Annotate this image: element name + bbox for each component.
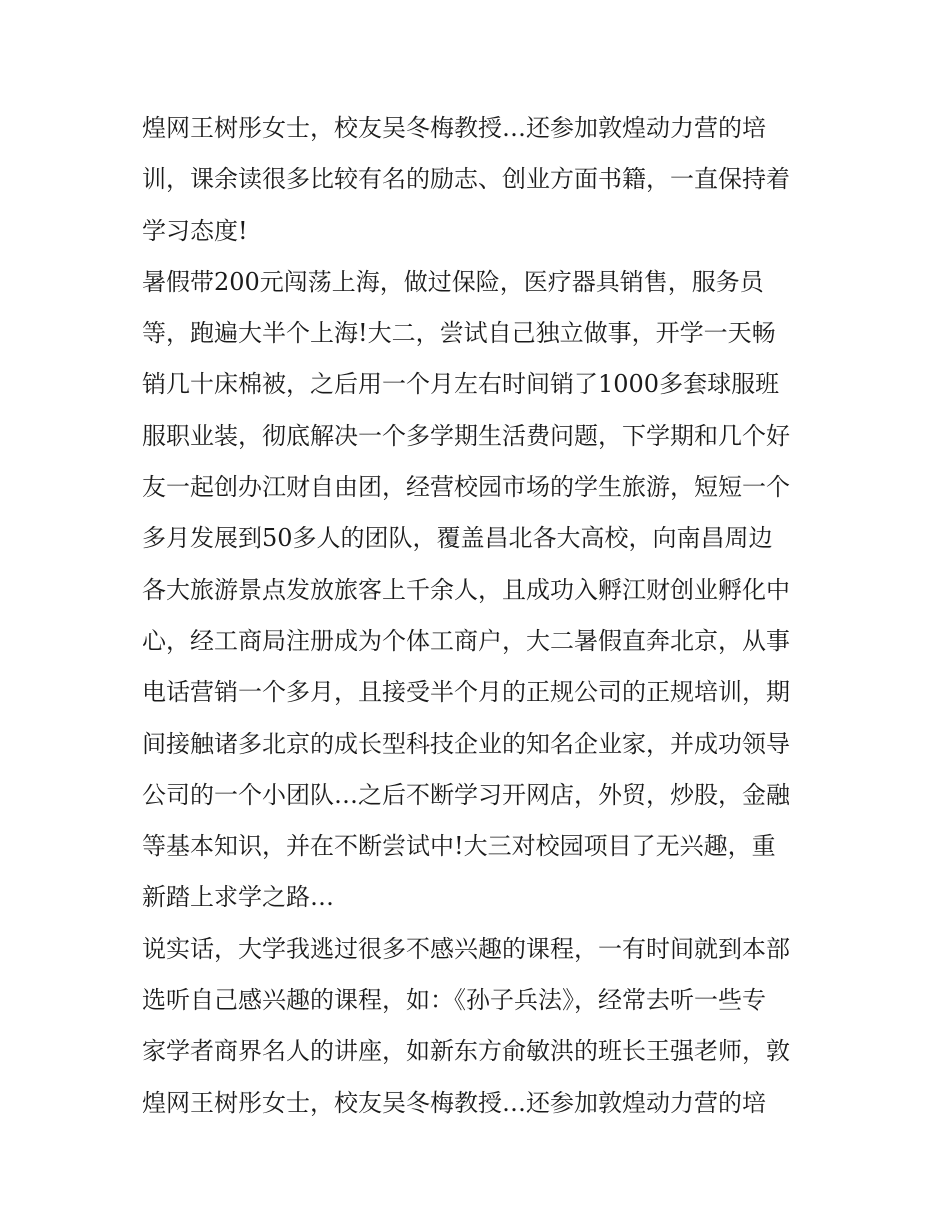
text-line-16: 新踏上求学之路…	[142, 883, 334, 912]
text-line-8: 友一起创办江财自由团，经营校园市场的学生旅游，短短一个	[142, 473, 790, 502]
text-line-15: 等基本知识，并在不断尝试中!大三对校园项目了无兴趣，重	[142, 832, 776, 861]
body-text	[142, 103, 822, 1129]
text-line-12: 电话营销一个多月，且接受半个月的正规公司的正规培训，期	[142, 678, 790, 707]
text-line-6: 销几十床棉被，之后用一个月左右时间销了1000多套球服班	[142, 370, 780, 399]
text-line-4: 暑假带200元闯荡上海，做过保险，医疗器具销售，服务员	[142, 267, 764, 296]
text-line-1: 煌网王树彤女士，校友吴冬梅教授…还参加敦煌动力营的培	[142, 114, 766, 142]
text-line-13: 间接触诸多北京的成长型科技企业的知名企业家，并成功领导	[142, 729, 790, 758]
text-line-2: 训，课余读很多比较有名的励志、创业方面书籍，一直保持着	[142, 165, 790, 194]
text-line-18: 选听自己感兴趣的课程，如：《孙子兵法》，经常去听一些专	[142, 986, 766, 1015]
text-line-14: 公司的一个小团队…之后不断学习开网店，外贸，炒股，金融	[142, 780, 790, 809]
text-line-20: 煌网王树彤女士，校友吴冬梅教授…还参加敦煌动力营的培	[142, 1088, 766, 1117]
text-line-11: 心，经工商局注册成为个体工商户，大二暑假直奔北京，从事	[142, 626, 790, 655]
text-line-19: 家学者商界名人的讲座，如新东方俞敏洪的班长王强老师，敦	[142, 1037, 790, 1066]
text-line-3: 学习态度!	[142, 216, 248, 245]
text-line-17: 说实话，大学我逃过很多不感兴趣的课程，一有时间就到本部	[142, 934, 790, 963]
text-line-7: 服职业装，彻底解决一个多学期生活费问题，下学期和几个好	[142, 421, 790, 450]
text-line-9: 多月发展到50多人的团队，覆盖昌北各大高校，向南昌周边	[142, 524, 773, 553]
text-line-5: 等，跑遍大半个上海!大二，尝试自己独立做事，开学一天畅	[142, 319, 776, 348]
text-line-10: 各大旅游景点发放旅客上千余人，且成功入孵江财创业孵化中	[142, 575, 790, 604]
